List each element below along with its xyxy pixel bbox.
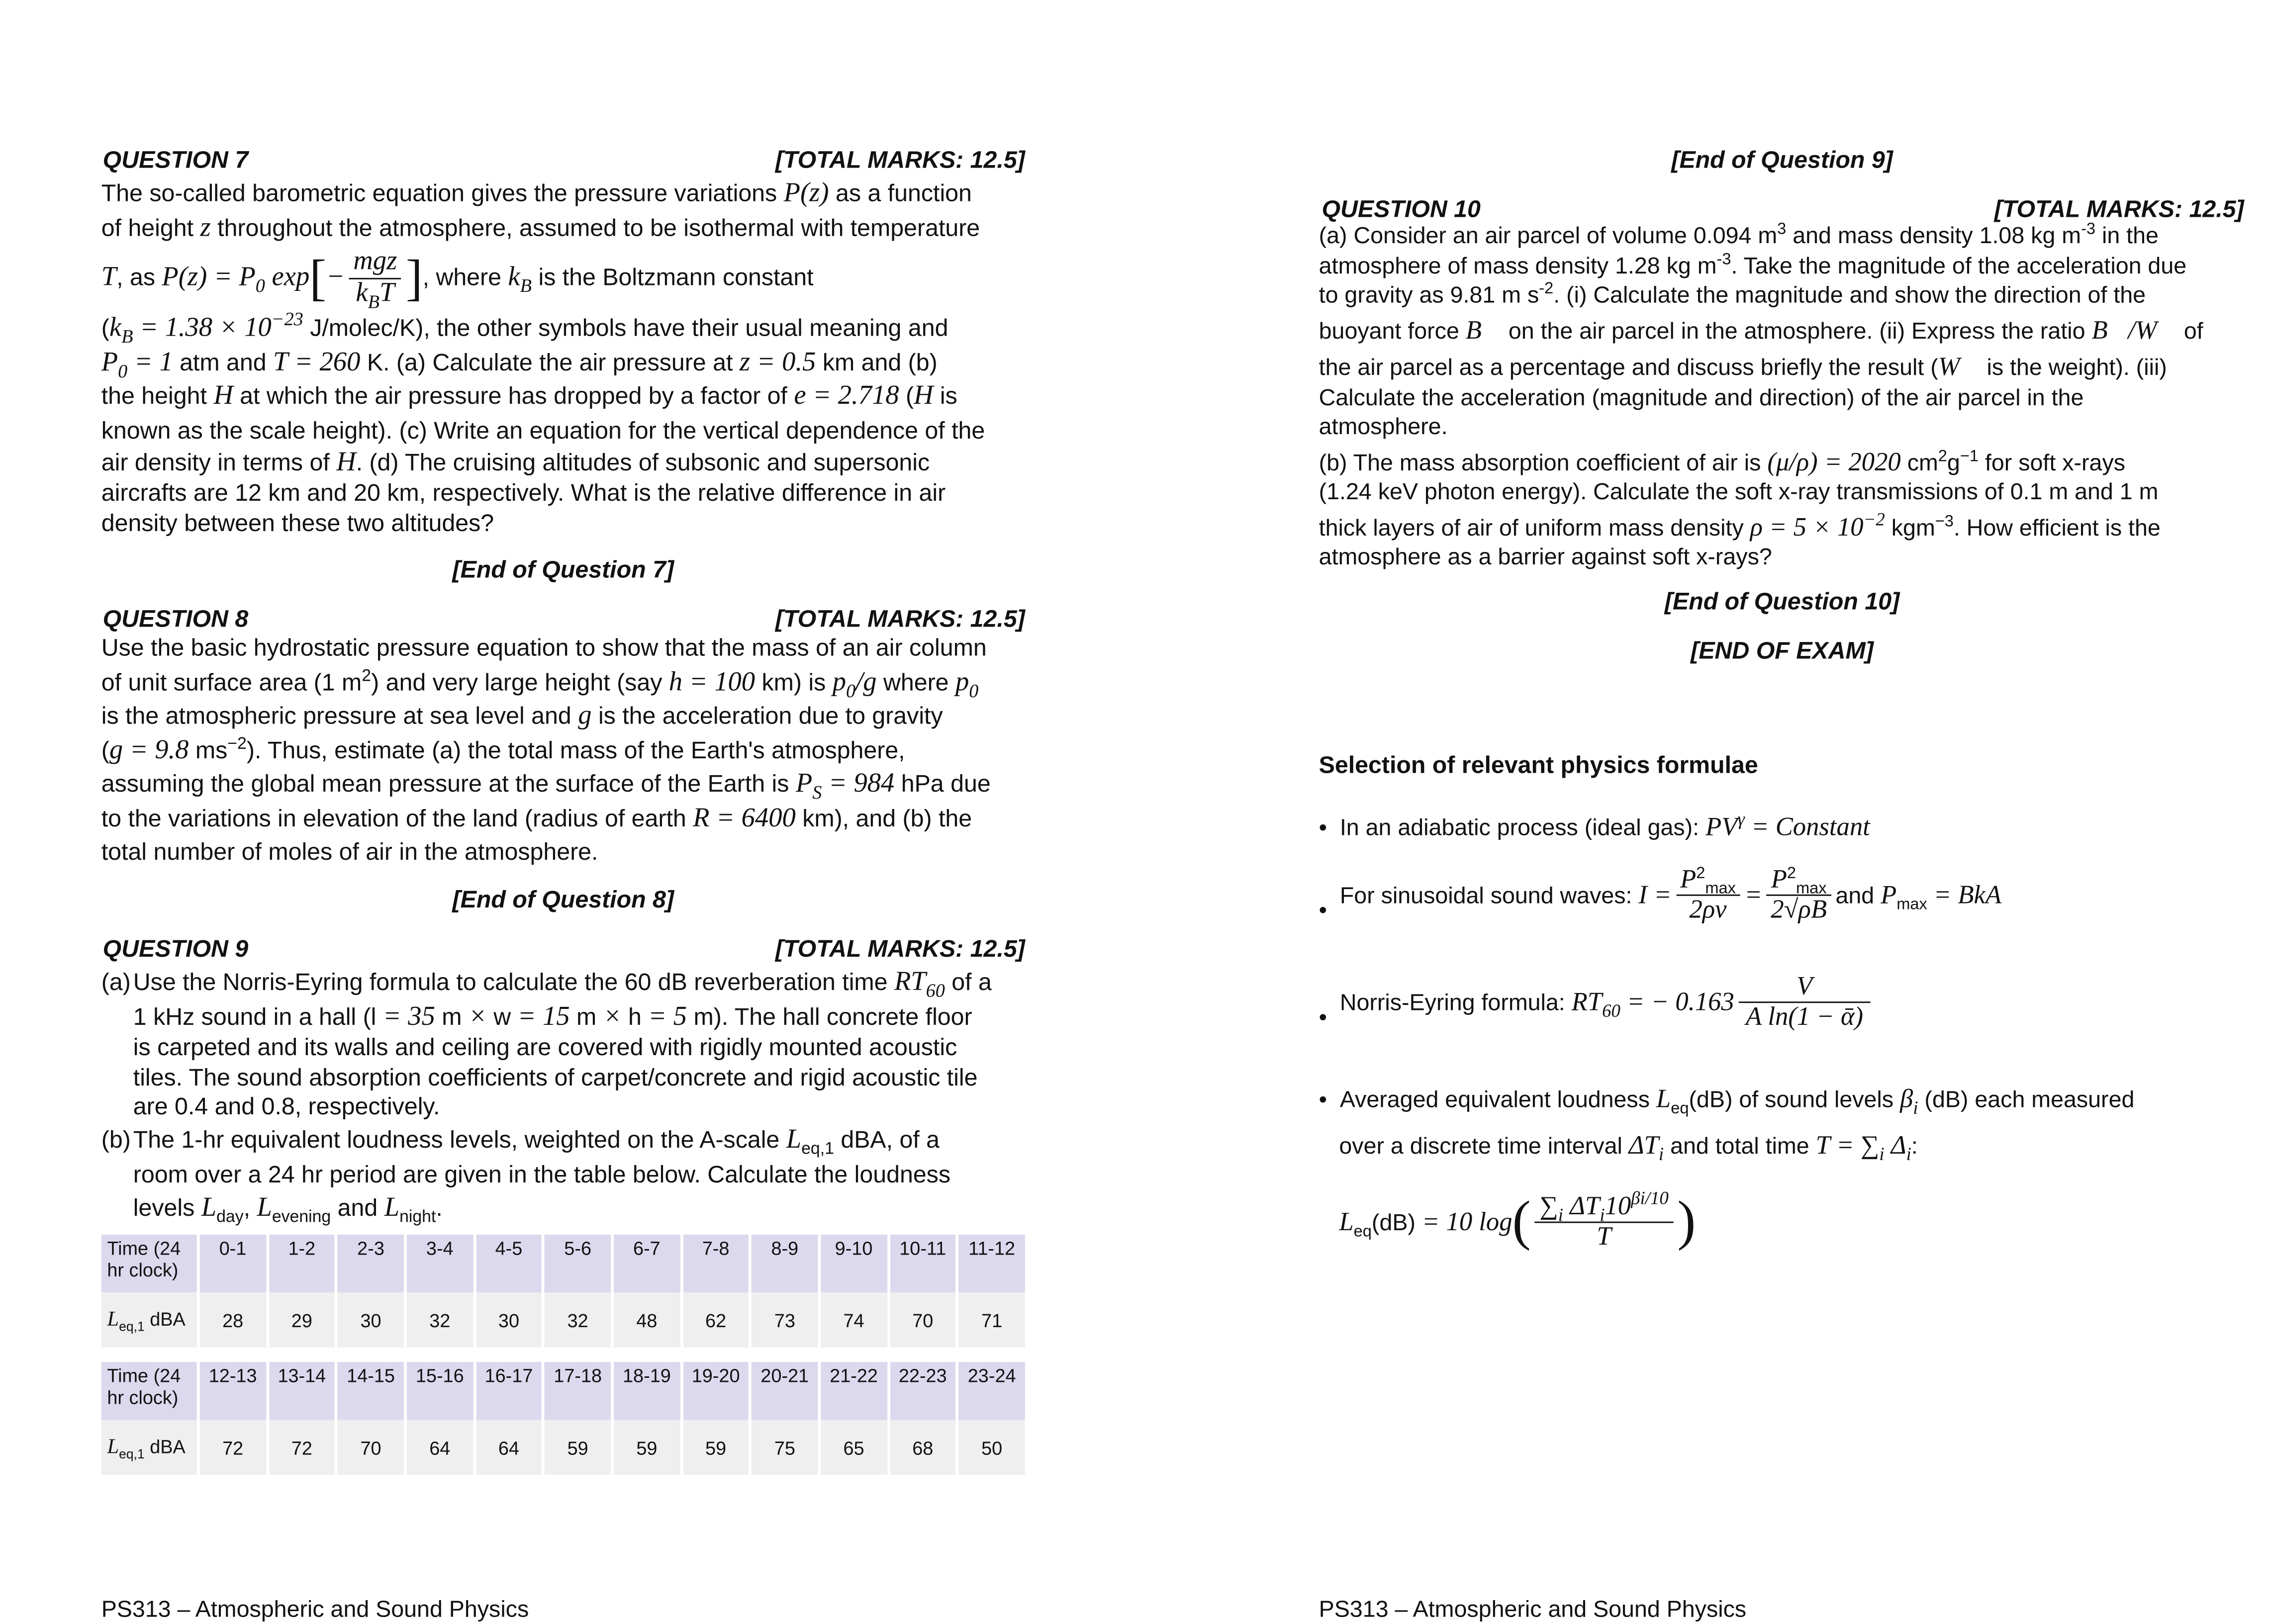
question-7-body xyxy=(101,177,985,539)
fraction xyxy=(1535,1187,1673,1251)
question-8-body xyxy=(101,631,991,869)
bracket-close: ] xyxy=(405,250,423,306)
question-10-title: QUESTION 10 xyxy=(1322,195,1481,223)
fraction-denominator: $k_BT$ xyxy=(356,278,395,313)
math-expression: L xyxy=(1339,1206,1354,1236)
superscript: −3 xyxy=(1935,513,1954,530)
text-line: assuming the global mean pressure at the surface of the Earth is $P_S = 984$ hPa due xyxy=(101,768,991,803)
formula-suffix: , where $k_B$ is the Boltzmann constant xyxy=(422,262,814,296)
math-expression: L xyxy=(107,1435,119,1458)
text-line: to gravity as 9.81 m $s^{-2}$. (i) Calculate the magnitude and show the direction of the xyxy=(1319,280,2146,309)
end-of-question-8: [End of Question 8] xyxy=(452,886,674,913)
time-cell: 18-19 xyxy=(614,1362,680,1420)
bullet-icon: • xyxy=(1319,816,1340,841)
subscript: B xyxy=(520,274,532,296)
text-line: The 1-hr equivalent loudness levels, weighted on the A-scale $L_{eq,1}$ dBA, of a xyxy=(133,1124,940,1159)
subscript: eq,1 xyxy=(119,1446,145,1461)
bullet-icon: • xyxy=(1319,1005,1340,1030)
minus-sign: − xyxy=(326,262,345,292)
subscript: i xyxy=(1879,1144,1885,1165)
bullet-icon: • xyxy=(1319,898,1340,923)
formula-prefix: T, as $P(z) = P_0$ exp xyxy=(101,262,310,296)
math-expression: $k_B$ xyxy=(508,262,532,296)
leq-value-cell: 59 xyxy=(683,1420,749,1475)
math-expression: = xyxy=(1744,880,1762,909)
question-9-title: QUESTION 9 xyxy=(102,935,249,963)
subscript: eq,1 xyxy=(119,1318,145,1334)
time-cell: 8-9 xyxy=(752,1235,818,1292)
subscript: i xyxy=(1658,1144,1664,1165)
superscript: −2 xyxy=(227,733,247,753)
question-9-marks: [TOTAL MARKS: 12.5] xyxy=(775,935,1025,963)
math-expression: T xyxy=(101,262,117,292)
math-expression: $P_0 = 1$ xyxy=(101,347,173,381)
subscript: eq,1 xyxy=(801,1139,834,1159)
math-expression: g xyxy=(578,700,592,731)
leq-value-cell: 62 xyxy=(683,1292,749,1348)
leq-value-cell: 50 xyxy=(959,1420,1025,1475)
time-label-cell: Time (24 hr clock) xyxy=(101,1362,197,1420)
text-line: atmosphere as a barrier against soft x-rays? xyxy=(1319,545,1772,570)
math-expression: z xyxy=(200,212,211,243)
subscript: eq xyxy=(1353,1222,1372,1240)
fraction-denominator xyxy=(1593,1222,1616,1251)
time-cell: 13-14 xyxy=(269,1362,335,1420)
formula-norris-eyring xyxy=(1319,973,1875,1032)
table-row-time xyxy=(101,1235,1025,1292)
fraction-numerator xyxy=(1767,866,1831,896)
leq-value-cell: 30 xyxy=(338,1292,404,1348)
fraction-numerator xyxy=(1739,973,1871,1003)
text-line: tiles. The sound absorption coefficients of carpet/concrete and rigid acoustic tile xyxy=(133,1063,978,1091)
time-cell: 11-12 xyxy=(959,1235,1025,1292)
subscript: i xyxy=(1913,1098,1918,1118)
math-expression: $PV^\gamma$ = Constant xyxy=(1705,809,1870,841)
subscript: i xyxy=(1906,1144,1911,1165)
time-cell: 14-15 xyxy=(338,1362,404,1420)
superscript: −1 xyxy=(1960,448,1979,466)
leq-value-cell: 32 xyxy=(545,1292,611,1348)
math-expression: P(z) xyxy=(783,178,829,209)
leq-value-cell: 71 xyxy=(959,1292,1025,1348)
math-expression: L xyxy=(786,1124,802,1155)
math-expression: H xyxy=(336,447,356,478)
table-row-leq xyxy=(101,1292,1025,1348)
formulae-title: Selection of relevant physics formulae xyxy=(1319,751,1758,779)
superscript: 2 xyxy=(1938,448,1947,466)
math-expression: L xyxy=(1656,1084,1671,1113)
leq-value-cell: 75 xyxy=(752,1420,818,1475)
leq-value-cell: 29 xyxy=(269,1292,335,1348)
math-expression: $\sum_i$ $\Delta T_i10^{\beta i/10}$ xyxy=(1539,1187,1669,1225)
subscript: B xyxy=(121,325,133,347)
math-expression: 2√ρB xyxy=(1771,894,1827,923)
text-line: room over a 24 hr period are given in the table below. Calculate the loudness xyxy=(133,1160,951,1188)
text-line: thick layers of air of uniform mass density $\rho = 5 \times 10^{-2}$ kgm$^{-3}$. How efficient is the xyxy=(1319,509,2161,541)
table-row-time xyxy=(101,1362,1025,1420)
formula-text: For sinusoidal sound waves: I = xyxy=(1339,880,1672,909)
leq-value-cell: 28 xyxy=(200,1292,266,1348)
subscript: i xyxy=(1600,1204,1605,1225)
superscript: βi/10 xyxy=(1631,1187,1669,1208)
math-expression: P xyxy=(1680,864,1697,893)
time-cell: 23-24 xyxy=(959,1362,1025,1420)
question-10-marks: [TOTAL MARKS: 12.5] xyxy=(1994,195,2244,223)
math-expression: g = 9.8 xyxy=(109,734,189,765)
footer-right: PS313 – Atmospheric and Sound Physics xyxy=(1319,1598,1747,1623)
formula-averaged-loudness xyxy=(1319,1077,2135,1170)
formula-adiabatic xyxy=(1319,809,1870,842)
formula-text: $L_{eq}(dB) = 10$ log xyxy=(1339,1206,1513,1240)
math-expression: e = 2.718 xyxy=(794,380,899,411)
end-of-question-7: [End of Question 7] xyxy=(452,555,674,584)
leq-value-cell: 32 xyxy=(407,1292,473,1348)
time-label-cell: Time (24 hr clock) xyxy=(101,1235,197,1292)
time-cell: 1-2 xyxy=(269,1235,335,1292)
leq-value-cell: 74 xyxy=(821,1292,887,1348)
math-expression: $P(z) = P_0$ exp xyxy=(162,262,310,296)
math-expression: h = 100 xyxy=(668,666,756,697)
time-cell: 12-13 xyxy=(200,1362,266,1420)
subscript: 60 xyxy=(926,979,945,1001)
subscript: day xyxy=(216,1207,244,1227)
subscript: S xyxy=(812,781,822,803)
math-expression: 2ρv xyxy=(1689,894,1727,923)
math-expression: = 15 xyxy=(517,1000,570,1031)
text-line: of height z throughout the atmosphere, assumed to be isothermal with temperature xyxy=(101,212,980,243)
end-of-question-9: [End of Question 9] xyxy=(1671,146,1893,174)
math-expression: $T = \sum_i$ $\Delta_i$ xyxy=(1815,1130,1911,1165)
leq-value-cell: 64 xyxy=(407,1420,473,1475)
math-expression: V xyxy=(1796,971,1813,1000)
fraction-denominator xyxy=(1741,1003,1868,1032)
formula-text: and $P_{max}$ = BkA xyxy=(1835,880,2002,913)
subscript: 0 xyxy=(255,274,265,296)
fraction xyxy=(1767,866,1831,925)
leq-value-cell: 48 xyxy=(614,1292,680,1348)
superscript: -2 xyxy=(1539,280,1554,298)
text-line: Use the basic hydrostatic pressure equation to show that the mass of an air column xyxy=(101,633,987,662)
time-cell: 20-21 xyxy=(752,1362,818,1420)
time-cell: 17-18 xyxy=(545,1362,611,1420)
subscript: 60 xyxy=(1602,1000,1620,1021)
math-expression: $\Delta T_i$ xyxy=(1628,1130,1664,1165)
math-expression: × xyxy=(468,1000,487,1031)
formula-sound-intensity xyxy=(1319,866,2001,925)
question-8-marks: [TOTAL MARKS: 12.5] xyxy=(775,605,1025,632)
subscript: i xyxy=(1558,1204,1564,1225)
superscript: -3 xyxy=(2081,221,2096,239)
question-9-part-a xyxy=(101,965,992,1122)
subscript: max xyxy=(1896,896,1927,913)
math-expression: T xyxy=(1597,1221,1611,1250)
text-line: Use the Norris-Eyring formula to calculate the 60 dB reverberation time $RT_{60}$ of a xyxy=(133,967,992,1001)
fraction-denominator xyxy=(1685,896,1731,924)
math-expression: $p_0/g$ xyxy=(832,666,877,701)
formula-text: Norris-Eyring formula: $RT_{60}$ = − 0.163 xyxy=(1339,987,1734,1021)
math-expression: $RT_{60}$ xyxy=(894,967,945,1001)
fraction-numerator xyxy=(1676,866,1740,896)
text-line: levels $L_{day}$, $L_{evening}$ and $L_{night}$. xyxy=(133,1192,443,1227)
subscript: 0 xyxy=(969,679,979,701)
text-line: buoyant force B⃗ on the air parcel in the atmosphere. (ii) Express the ratio B⃗/W⃗ of xyxy=(1319,315,2203,345)
math-expression: H xyxy=(213,380,233,411)
table-row-leq xyxy=(101,1420,1025,1475)
superscript: 2 xyxy=(1787,865,1797,883)
math-expression: I = xyxy=(1638,880,1672,909)
end-of-question-10: [End of Question 10] xyxy=(1664,587,1900,616)
leq-value-cell: 72 xyxy=(269,1420,335,1475)
text-line: is the atmospheric pressure at sea level and g is the acceleration due to gravity xyxy=(101,700,943,731)
time-cell: 15-16 xyxy=(407,1362,473,1420)
text-line: atmosphere of mass density 1.28 kg $m^{-3}$. Take the magnitude of the acceleration due xyxy=(1319,251,2187,279)
text-line: is carpeted and its walls and ceiling are covered with rigidly mounted acoustic xyxy=(133,1033,957,1061)
fraction-denominator xyxy=(1767,896,1831,924)
time-cell: 5-6 xyxy=(545,1235,611,1292)
barometric-formula-line xyxy=(101,245,985,311)
fraction xyxy=(349,247,401,313)
subscript: 0 xyxy=(118,359,128,381)
leq-value-cell: 59 xyxy=(545,1420,611,1475)
math-expression: $RT_{60}$ = − 0.163 xyxy=(1571,987,1734,1021)
superscript: γ xyxy=(1737,809,1745,829)
math-expression: H xyxy=(914,380,934,411)
leq-value-cell: 70 xyxy=(890,1292,956,1348)
time-cell: 10-11 xyxy=(890,1235,956,1292)
math-expression: = BkA xyxy=(1933,880,2002,909)
text-line: The so-called barometric equation gives the pressure variations P(z) as a function xyxy=(101,178,972,209)
text-line: atmosphere. xyxy=(1319,416,1448,441)
math-expression: L xyxy=(257,1192,272,1223)
leq-value-cell: 64 xyxy=(476,1420,542,1475)
fraction xyxy=(1739,973,1871,1032)
subscript: max xyxy=(1796,880,1827,898)
end-of-exam: [END OF EXAM] xyxy=(1691,636,1874,665)
question-8-title: QUESTION 8 xyxy=(102,605,249,632)
subscript: max xyxy=(1705,880,1736,898)
subscript: night xyxy=(399,1207,436,1227)
leq-label-cell: $L_{eq,1}$ dBA xyxy=(101,1292,197,1348)
time-cell: 22-23 xyxy=(890,1362,956,1420)
part-a-label: (a) xyxy=(101,968,131,996)
superscript: 2 xyxy=(1696,865,1705,883)
superscript: 2 xyxy=(362,665,372,685)
text-line: to the variations in elevation of the land (radius of earth R = 6400 km), and (b) the xyxy=(101,802,972,833)
math-expression: R = 6400 xyxy=(693,802,796,833)
superscript: −2 xyxy=(1863,509,1885,529)
math-expression: W⃗ xyxy=(1938,351,1981,380)
text-line: (b) The mass absorption coefficient of air is (μ/ρ) = 2020 $cm^2g^{-1}$ for soft x-rays xyxy=(1319,447,2126,476)
time-cell: 3-4 xyxy=(407,1235,473,1292)
text-line: (1.24 keV photon energy). Calculate the soft x-ray transmissions of 0.1 m and 1 m xyxy=(1319,480,2159,505)
math-expression: = 35 xyxy=(382,1000,435,1031)
math-expression: P xyxy=(1881,880,1897,909)
loudness-table xyxy=(98,1235,1028,1475)
math-expression: P xyxy=(1771,864,1787,893)
subscript: evening xyxy=(272,1207,331,1227)
time-cell: 21-22 xyxy=(821,1362,887,1420)
math-expression: L xyxy=(107,1307,119,1331)
time-cell: 7-8 xyxy=(683,1235,749,1292)
text-line: Calculate the acceleration (magnitude and direction) of the air parcel in the xyxy=(1319,386,2084,411)
part-b-label: (b) xyxy=(101,1126,131,1154)
equals xyxy=(1744,880,1762,910)
text-line: (g = 9.8 $ms^{-2}$). Thus, estimate (a) the total mass of the Earth's atmosphere, xyxy=(101,733,905,765)
text-line: known as the scale height). (c) Write an equation for the vertical dependence of the xyxy=(101,416,985,444)
math-expression: z = 0.5 xyxy=(739,347,816,377)
text-line: of unit surface area (1 $m^2$) and very large height (say h = 100 km) is $p_0/g$ where $p_0$ xyxy=(101,665,979,701)
leq-value-cell: 70 xyxy=(338,1420,404,1475)
math-expression: = 5 xyxy=(648,1000,687,1031)
text-line: ($k_B = 1.38 \times 10^{-23}$ J/molec/K), the other symbols have their usual meaning and xyxy=(101,308,948,347)
text-line: 1 kHz sound in a hall (l = 35 m × w = 15 m × h = 5 m). The hall concrete floor xyxy=(133,1000,972,1031)
formula-text: In an adiabatic process (ideal gas): $PV^\gamma$ = Constant xyxy=(1339,809,1870,841)
math-expression: $P_S = 984$ xyxy=(795,768,895,803)
math-expression: $p_0$ xyxy=(955,666,979,701)
math-expression: L xyxy=(201,1192,217,1223)
subscript: B xyxy=(368,290,379,313)
math-expression: $\beta_i$ xyxy=(1900,1084,1918,1118)
math-expression: × xyxy=(603,1000,622,1031)
question-10-body xyxy=(1319,223,2203,573)
leq-value-cell: 73 xyxy=(752,1292,818,1348)
leq-value-cell: 65 xyxy=(821,1420,887,1475)
text-line: the height H at which the air pressure has dropped by a factor of e = 2.718 (H is xyxy=(101,380,957,411)
question-9-part-b xyxy=(101,1123,950,1225)
math-expression: T = 260 xyxy=(273,347,361,377)
math-expression: $\rho = 5 \times 10^{-2}$ xyxy=(1750,509,1885,541)
paren-close: ) xyxy=(1677,1191,1696,1252)
time-cell: 9-10 xyxy=(821,1235,887,1292)
formula-text: Averaged equivalent loudness $L_{eq}(dB)$ of sound levels $\beta_i$ (dB) each measured xyxy=(1339,1084,2135,1118)
math-expression: (μ/ρ) = 2020 xyxy=(1767,447,1901,476)
formula-text: over a discrete time interval $\Delta T_i$ and total time $T = \sum_i$ $\Delta_i$: xyxy=(1339,1130,1918,1165)
footer-left: PS313 – Atmospheric and Sound Physics xyxy=(101,1598,529,1623)
table-gap xyxy=(101,1348,1025,1362)
gap-cell xyxy=(101,1348,1025,1362)
leq-value-cell: 30 xyxy=(476,1292,542,1348)
fraction-numerator: mgz xyxy=(349,248,401,279)
superscript: -3 xyxy=(1716,251,1731,269)
text-line: density between these two altitudes? xyxy=(101,509,494,537)
fraction-numerator xyxy=(1535,1187,1673,1225)
time-cell: 2-3 xyxy=(338,1235,404,1292)
time-cell: 6-7 xyxy=(614,1235,680,1292)
math-expression: L xyxy=(384,1192,400,1223)
leq-value-cell: 59 xyxy=(614,1420,680,1475)
paren-open: ( xyxy=(1512,1191,1531,1252)
math-expression: $k_B = 1.38 \times 10^{-23}$ xyxy=(109,308,303,347)
superscript: 3 xyxy=(1777,221,1787,239)
leq-value-cell: 72 xyxy=(200,1420,266,1475)
bullet-icon: • xyxy=(1319,1088,1340,1113)
subscript: 0 xyxy=(846,679,856,701)
time-cell: 19-20 xyxy=(683,1362,749,1420)
math-expression: B⃗/W⃗ xyxy=(2091,315,2177,345)
text-line: (a) Consider an air parcel of volume 0.094 $m^3$ and mass density 1.08 kg $m^{-3}$ in the xyxy=(1319,221,2159,249)
time-cell: 16-17 xyxy=(476,1362,542,1420)
time-cell: 4-5 xyxy=(476,1235,542,1292)
math-expression: B⃗ xyxy=(1465,315,1502,345)
text-line: aircrafts are 12 km and 20 km, respectively. What is the relative difference in air xyxy=(101,479,946,507)
text-line: the air parcel as a percentage and discuss briefly the result (W⃗ is the weight). (iii) xyxy=(1319,351,2167,380)
leq-value-cell: 68 xyxy=(890,1420,956,1475)
math-expression: = 10 log xyxy=(1421,1206,1513,1236)
text-line: air density in terms of H. (d) The cruising altitudes of subsonic and supersonic xyxy=(101,447,930,478)
text-line: $P_0 = 1$ atm and T = 260 K. (a) Calculate the air pressure at z = 0.5 km and (b) xyxy=(101,347,938,381)
math-expression: A ln(1 − ᾱ) xyxy=(1745,1001,1864,1031)
question-7-marks: [TOTAL MARKS: 12.5] xyxy=(775,146,1025,174)
text-line: are 0.4 and 0.8, respectively. xyxy=(133,1092,440,1120)
superscript: −23 xyxy=(271,308,303,330)
subscript: eq xyxy=(1671,1100,1689,1118)
bracket-open: [ xyxy=(309,250,327,306)
text-line: total number of moles of air in the atmosphere. xyxy=(101,838,598,866)
fraction xyxy=(1676,866,1740,925)
formula-leq xyxy=(1339,1187,1696,1254)
time-cell: 0-1 xyxy=(200,1235,266,1292)
leq-label-cell: $L_{eq,1}$ dBA xyxy=(101,1420,197,1475)
question-7-title: QUESTION 7 xyxy=(102,146,249,174)
